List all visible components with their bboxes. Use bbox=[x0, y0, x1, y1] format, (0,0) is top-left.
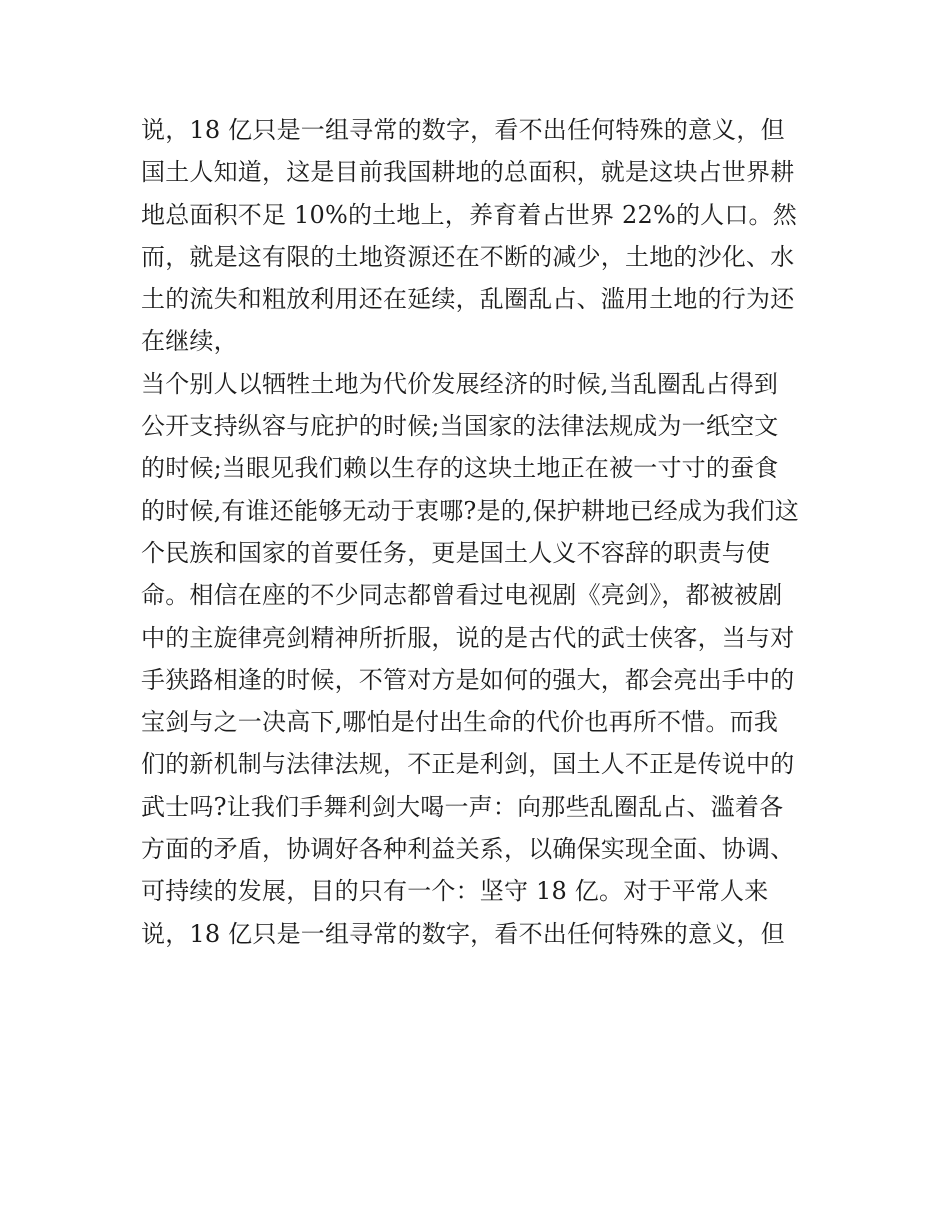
text-line: 地总面积不足 10%的土地上，养育着占世界 22%的人口。然 bbox=[141, 200, 797, 229]
text-line: 说，18 亿只是一组寻常的数字，看不出任何特殊的意义，但 bbox=[141, 116, 785, 144]
text-line: 们的新机制与法律法规，不正是利剑，国土人不正是传说中的 bbox=[141, 750, 795, 779]
text-line: 在继续， bbox=[141, 327, 238, 356]
text-line: 武士吗?让我们手舞利剑大喝一声：向那些乱圈乱占、滥着各 bbox=[141, 792, 784, 821]
text-line: 命。相信在座的不少同志都曾看过电视剧《亮剑》，都被被剧 bbox=[141, 581, 783, 610]
text-line: 国土人知道，这是目前我国耕地的总面积，就是这块占世界耕 bbox=[141, 158, 795, 187]
text-line: 而，就是这有限的土地资源还在不断的减少，土地的沙化、水 bbox=[141, 242, 795, 271]
text-line: 的时候;当眼见我们赖以生存的这块土地正在被一寸寸的蚕食 bbox=[141, 454, 779, 483]
text-line: 个民族和国家的首要任务，更是国土人义不容辞的职责与使 bbox=[141, 538, 771, 567]
text-line: 手狭路相逢的时候，不管对方是如何的强大，都会亮出手中的 bbox=[141, 665, 795, 694]
text-line: 的时候,有谁还能够无动于衷哪?是的,保护耕地已经成为我们这 bbox=[141, 496, 799, 525]
text-line: 说，18 亿只是一组寻常的数字，看不出任何特殊的意义，但 bbox=[141, 919, 785, 948]
text-line: 当个别人以牺牲土地为代价发展经济的时候,当乱圈乱占得到 bbox=[141, 369, 779, 398]
text-line: 可持续的发展，目的只有一个：坚守 18 亿。对于平常人来 bbox=[141, 877, 769, 906]
text-line: 土的流失和粗放利用还在延续，乱圈乱占、滥用土地的行为还 bbox=[141, 285, 795, 314]
text-line: 公开支持纵容与庇护的时候;当国家的法律法规成为一纸空文 bbox=[141, 412, 779, 441]
text-line: 宝剑与之一决高下,哪怕是付出生命的代价也再所不惜。而我 bbox=[141, 708, 779, 737]
body-text bbox=[141, 109, 821, 955]
text-line: 方面的矛盾，协调好各种利益关系，以确保实现全面、协调、 bbox=[141, 835, 795, 864]
text-line: 中的主旋律亮剑精神所折服，说的是古代的武士侠客，当与对 bbox=[141, 623, 795, 652]
